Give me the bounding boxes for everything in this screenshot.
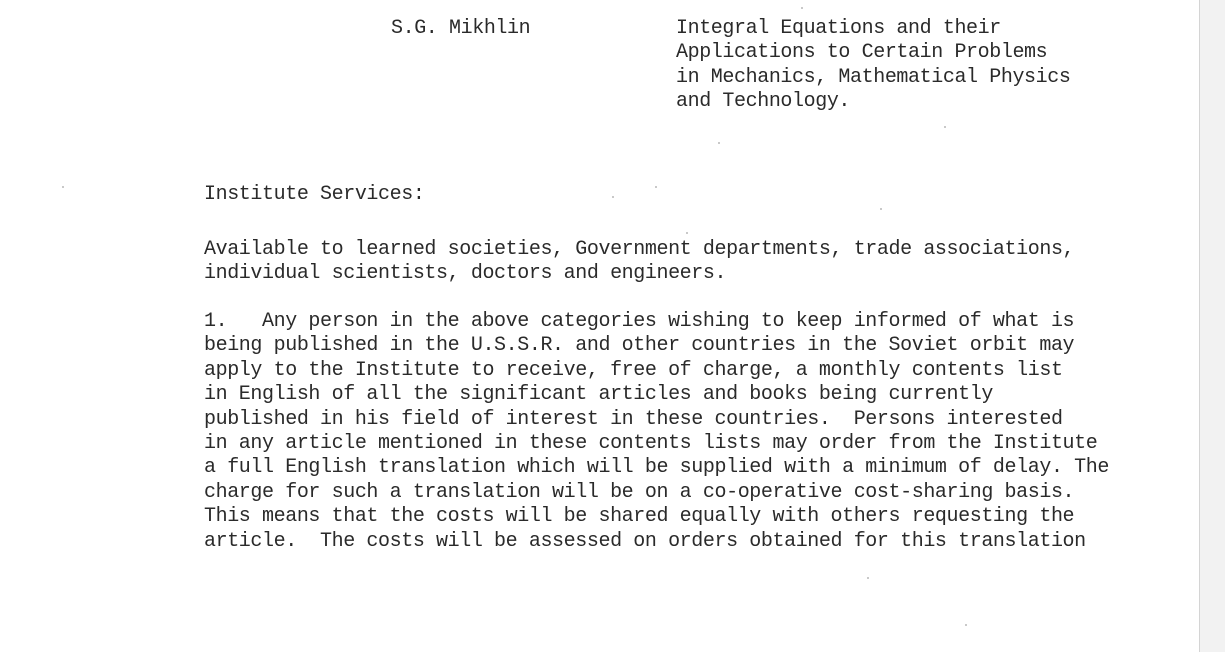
book-title-line: in Mechanics, Mathematical Physics xyxy=(676,65,1071,89)
scan-speck xyxy=(612,196,614,198)
intro-line: Available to learned societies, Government departments, trade associations, xyxy=(204,238,1075,261)
scan-speck xyxy=(801,7,803,9)
vertical-scrollbar[interactable] xyxy=(1199,0,1225,652)
scan-speck xyxy=(880,208,882,210)
item-line: being published in the U.S.S.R. and other countries in the Soviet orbit may xyxy=(204,334,1075,358)
scan-speck xyxy=(944,126,946,128)
item-line: in English of all the significant articles and books being currently xyxy=(204,383,993,407)
scan-speck xyxy=(867,577,869,579)
scan-speck xyxy=(686,232,688,234)
scan-speck xyxy=(62,186,64,188)
book-title-line: and Technology. xyxy=(676,90,851,114)
scan-speck xyxy=(655,186,657,188)
item-line: charge for such a translation will be on a co-operative cost-sharing basis. xyxy=(204,480,1075,504)
item-line: This means that the costs will be shared equally with others requesting the xyxy=(204,505,1075,529)
scan-speck xyxy=(965,624,967,626)
section-heading: Institute Services: xyxy=(204,183,425,206)
item-line: a full English translation which will be supplied with a minimum of delay. The xyxy=(204,456,1109,480)
book-title xyxy=(676,17,1070,115)
intro-paragraph xyxy=(204,238,1074,287)
book-title-line: Applications to Certain Problems xyxy=(676,41,1048,65)
service-item-1 xyxy=(204,310,1109,554)
scan-speck xyxy=(718,142,720,144)
item-line: in any article mentioned in these contents lists may order from the Institute xyxy=(204,432,1098,456)
item-line: published in his field of interest in these countries. Persons interested xyxy=(204,407,1063,431)
item-line: 1. Any person in the above categories wishing to keep informed of what is xyxy=(204,310,1075,333)
book-title-line: Integral Equations and their xyxy=(676,17,1001,40)
author-name: S.G. Mikhlin xyxy=(391,17,531,40)
item-line: apply to the Institute to receive, free of charge, a monthly contents list xyxy=(204,358,1063,382)
item-line: article. The costs will be assessed on orders obtained for this translation xyxy=(204,529,1086,553)
intro-line: individual scientists, doctors and engineers. xyxy=(204,262,727,286)
